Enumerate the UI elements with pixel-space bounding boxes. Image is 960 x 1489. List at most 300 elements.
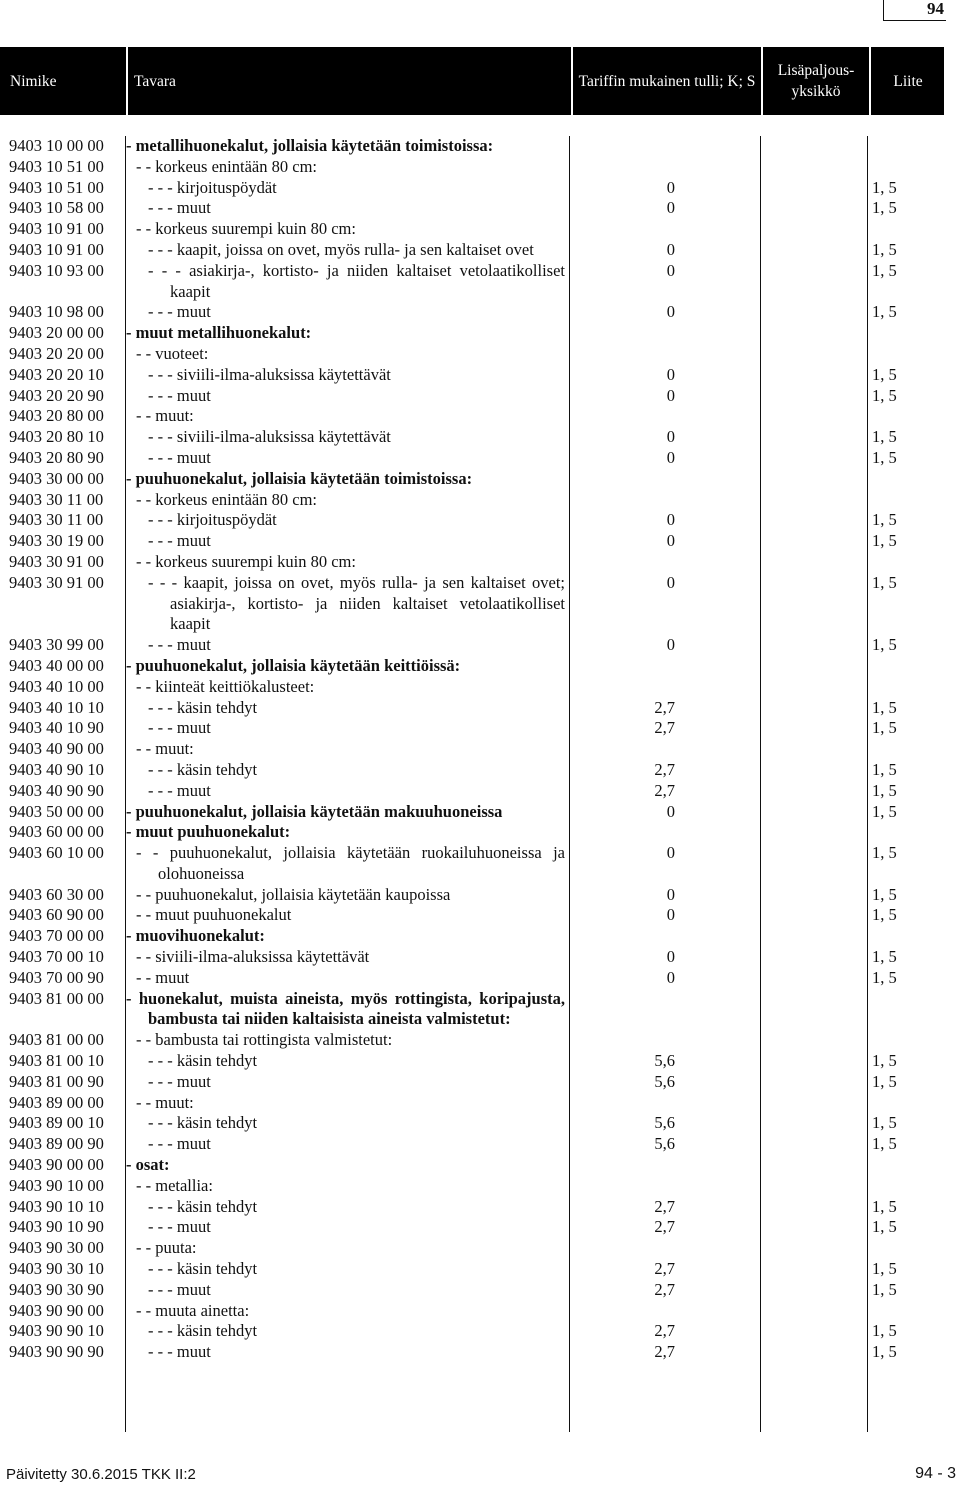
table-row [0,157,944,178]
supplementary-unit [759,427,866,448]
supplementary-unit [759,1113,866,1134]
supplementary-unit [759,552,866,573]
table-row [0,1155,944,1176]
appendix-ref [866,1301,944,1322]
header-divider [761,47,763,115]
supplementary-unit [759,302,866,323]
item-description: - - muut puuhuonekalut [136,905,292,925]
supplementary-unit [759,718,866,739]
item-description: - - - käsin tehdyt [148,759,258,779]
supplementary-unit [759,136,866,157]
item-description: - - - kaapit, joissa on ovet, myös rulla- ja sen kaltaiset ovet; asiakirja-, kortisto- ja niiden kaltaiset vetolaatikolliset kaapit [148,572,565,634]
tariff-rate: 0 [666,635,675,655]
table-row [0,198,944,219]
supplementary-unit [759,968,866,989]
item-description: - - - siviili-ilma-aluksissa käytettävät [148,364,391,384]
supplementary-unit [759,1134,866,1155]
supplementary-unit [759,905,866,926]
item-code: 9403 30 19 00 [9,531,104,551]
item-description: - - - muut [148,385,211,405]
item-code: 9403 10 91 00 [9,219,104,239]
item-description: - - vuoteet: [136,343,209,363]
item-description: - - - käsin tehdyt [148,1259,258,1279]
table-row [0,365,944,386]
table-row [0,386,944,407]
table-row [0,240,944,261]
table-row [0,739,944,760]
item-description: - - - muut [148,635,211,655]
table-row [0,1301,944,1322]
table-row [0,802,944,823]
appendix-ref: 1, 5 [872,1342,897,1362]
supplementary-unit [759,219,866,240]
supplementary-unit [759,739,866,760]
item-description: - - korkeus suurempi kuin 80 cm: [136,219,356,239]
appendix-ref [866,1238,944,1259]
tariff-rate: 0 [666,884,675,904]
tariff-rate [569,677,759,698]
item-code: 9403 70 00 10 [9,947,104,967]
supplementary-unit [759,1217,866,1238]
item-description: - - muut: [136,406,194,426]
supplementary-unit [759,1155,866,1176]
table-row [0,136,944,157]
item-description: - - siviili-ilma-aluksissa käytettävät [136,947,370,967]
table-row [0,219,944,240]
item-code: 9403 90 30 00 [9,1238,104,1258]
appendix-ref: 1, 5 [872,884,897,904]
item-code: 9403 60 30 00 [9,884,104,904]
item-code: 9403 20 80 00 [9,406,104,426]
tariff-rate [569,989,759,1031]
item-description: - - - asiakirja-, kortisto- ja niiden kaltaiset vetolaatikolliset kaapit [148,260,565,301]
appendix-ref [866,739,944,760]
tariff-rate: 0 [666,801,675,821]
supplementary-unit [759,1259,866,1280]
supplementary-unit [759,1030,866,1051]
table-row [0,1259,944,1280]
supplementary-unit [759,365,866,386]
item-description: - - puuhuonekalut, jollaisia käytetään ruokailuhuoneissa ja olohuoneissa [136,843,565,883]
tariff-rate: 0 [666,198,675,218]
supplementary-unit [759,1093,866,1114]
tariff-rate: 5,6 [654,1071,675,1091]
item-description: - - - käsin tehdyt [148,1321,258,1341]
item-description: - huonekalut, muista aineista, myös rottingista, koripajusta, bambusta tai niiden kaltaisista aineista valmistetut: [126,988,565,1029]
tariff-rate: 5,6 [654,1113,675,1133]
tariff-rate: 0 [666,447,675,467]
supplementary-unit [759,802,866,823]
appendix-ref: 1, 5 [872,198,897,218]
appendix-ref [866,344,944,365]
table-row [0,698,944,719]
item-code: 9403 90 90 90 [9,1342,104,1362]
supplementary-unit [759,1321,866,1342]
appendix-ref [866,1176,944,1197]
item-code: 9403 40 00 00 [9,655,104,675]
item-code: 9403 30 91 00 [9,551,104,571]
item-code: 9403 20 20 10 [9,364,104,384]
table-row [0,718,944,739]
supplementary-unit [759,822,866,843]
tariff-rate [569,323,759,344]
table-row [0,822,944,843]
item-code: 9403 81 00 10 [9,1051,104,1071]
item-description: - - - muut [148,1217,211,1237]
item-code: 9403 60 00 00 [9,822,104,842]
appendix-ref [866,406,944,427]
header-tariff: Tariffin mukainen tulli; K; S [578,72,756,90]
supplementary-unit [759,261,866,303]
appendix-ref [866,1030,944,1051]
table-row [0,323,944,344]
item-code: 9403 30 11 00 [9,489,104,509]
table-row [0,1030,944,1051]
item-code: 9403 60 90 00 [9,905,104,925]
item-description: - - - muut [148,198,211,218]
tariff-rate: 0 [666,302,675,322]
table-row [0,968,944,989]
appendix-ref: 1, 5 [872,1279,897,1299]
item-code: 9403 81 00 00 [9,988,104,1008]
appendix-ref: 1, 5 [872,780,897,800]
header-nimike: Nimike [10,72,57,90]
appendix-ref: 1, 5 [872,572,897,592]
tariff-rate: 2,7 [654,1259,675,1279]
item-description: - - metallia: [136,1175,213,1195]
appendix-ref: 1, 5 [872,967,897,987]
supplementary-unit [759,1301,866,1322]
item-description: - - - muut [148,718,211,738]
table-row [0,448,944,469]
supplementary-unit [759,510,866,531]
supplementary-unit [759,1342,866,1363]
tariff-rate [569,1238,759,1259]
table-row [0,1321,944,1342]
item-code: 9403 40 10 00 [9,676,104,696]
table-row [0,261,944,303]
tariff-rate: 0 [666,947,675,967]
supplementary-unit [759,490,866,511]
item-code: 9403 81 00 00 [9,1030,104,1050]
supplementary-unit [759,843,866,885]
item-description: - - - muut [148,780,211,800]
header-tavara: Tavara [134,72,176,90]
tariff-rate: 0 [666,510,675,530]
supplementary-unit [759,406,866,427]
supplementary-unit [759,573,866,635]
supplementary-unit [759,344,866,365]
item-code: 9403 90 10 00 [9,1175,104,1195]
tariff-rate: 0 [666,427,675,447]
item-description: - - muut [136,967,190,987]
item-description: - muut metallihuonekalut: [126,323,312,343]
appendix-ref: 1, 5 [872,177,897,197]
item-description: - - muut: [136,1092,194,1112]
item-code: 9403 40 10 10 [9,697,104,717]
appendix-ref: 1, 5 [872,239,897,259]
item-description: - - - muut [148,447,211,467]
item-description: - - - muut [148,1279,211,1299]
item-description: - puuhuonekalut, jollaisia käytetään keittiöissä: [126,655,461,675]
item-code: 9403 70 00 90 [9,967,104,987]
item-code: 9403 20 80 10 [9,427,104,447]
table-row [0,656,944,677]
page-number: 94 [883,0,946,21]
tariff-rate [569,822,759,843]
tariff-rate [569,1301,759,1322]
item-code: 9403 20 20 90 [9,385,104,405]
item-description: - osat: [126,1155,170,1175]
item-code: 9403 90 10 10 [9,1196,104,1216]
item-description: - - bambusta tai rottingista valmistetut: [136,1030,393,1050]
tariff-rate: 0 [666,905,675,925]
appendix-ref [866,136,944,157]
appendix-ref: 1, 5 [872,1321,897,1341]
supplementary-unit [759,781,866,802]
supplementary-unit [759,1238,866,1259]
tariff-rate: 2,7 [654,718,675,738]
supplementary-unit [759,448,866,469]
supplementary-unit [759,1051,866,1072]
supplementary-unit [759,1072,866,1093]
item-code: 9403 10 58 00 [9,198,104,218]
table-row [0,1238,944,1259]
appendix-ref: 1, 5 [872,1051,897,1071]
tariff-rate: 0 [666,239,675,259]
table-row [0,469,944,490]
appendix-ref: 1, 5 [872,843,897,863]
header-divider [869,47,871,115]
item-code: 9403 10 00 00 [9,136,104,155]
tariff-rate: 0 [666,260,675,280]
table-row [0,1113,944,1134]
item-code: 9403 90 30 10 [9,1259,104,1279]
appendix-ref [866,323,944,344]
item-description: - muut puuhuonekalut: [126,822,291,842]
item-description: - - - muut [148,1134,211,1154]
item-code: 9403 70 00 00 [9,926,104,946]
appendix-ref [866,219,944,240]
tariff-rate [569,926,759,947]
item-code: 9403 81 00 90 [9,1071,104,1091]
item-code: 9403 30 99 00 [9,635,104,655]
supplementary-unit [759,698,866,719]
supplementary-unit [759,989,866,1031]
appendix-ref: 1, 5 [872,531,897,551]
supplementary-unit [759,323,866,344]
table-row [0,905,944,926]
appendix-ref [866,677,944,698]
tariff-rate: 2,7 [654,697,675,717]
appendix-ref [866,989,944,1031]
tariff-table-body [0,136,944,1363]
supplementary-unit [759,1176,866,1197]
appendix-ref: 1, 5 [872,427,897,447]
item-description: - puuhuonekalut, jollaisia käytetään makuuhuoneissa [126,801,503,821]
supplementary-unit [759,386,866,407]
item-code: 9403 30 00 00 [9,468,104,488]
table-row [0,635,944,656]
table-row [0,573,944,635]
appendix-ref: 1, 5 [872,759,897,779]
table-row [0,552,944,573]
item-description: - - - muut [148,531,211,551]
header-divider [126,47,128,115]
tariff-rate [569,219,759,240]
tariff-rate [569,490,759,511]
table-row [0,760,944,781]
item-description: - - - käsin tehdyt [148,1113,258,1133]
tariff-rate [569,1030,759,1051]
table-row [0,1342,944,1363]
tariff-rate [569,1093,759,1114]
supplementary-unit [759,947,866,968]
item-code: 9403 20 20 00 [9,343,104,363]
supplementary-unit [759,178,866,199]
item-code: 9403 90 00 00 [9,1155,104,1175]
table-row [0,885,944,906]
tariff-rate: 5,6 [654,1051,675,1071]
item-description: - - muuta ainetta: [136,1300,250,1320]
tariff-rate: 2,7 [654,1321,675,1341]
appendix-ref [866,490,944,511]
item-code: 9403 10 93 00 [9,260,104,280]
supplementary-unit [759,926,866,947]
appendix-ref [866,656,944,677]
supplementary-unit [759,656,866,677]
item-description: - - - kaapit, joissa on ovet, myös rulla- ja sen kaltaiset ovet [148,239,534,259]
item-code: 9403 40 90 90 [9,780,104,800]
item-description: - - - siviili-ilma-aluksissa käytettävät [148,427,391,447]
item-code: 9403 40 90 00 [9,739,104,759]
table-row [0,178,944,199]
item-description: - - - muut [148,1071,211,1091]
tariff-rate [569,1176,759,1197]
tariff-rate: 5,6 [654,1134,675,1154]
tariff-rate [569,469,759,490]
item-description: - - - käsin tehdyt [148,697,258,717]
tariff-rate [569,157,759,178]
page-ref: 94 - 3 [915,1465,956,1482]
table-row [0,1217,944,1238]
item-code: 9403 40 10 90 [9,718,104,738]
updated-note: Päivitetty 30.6.2015 TKK II:2 [6,1466,196,1483]
item-code: 9403 20 00 00 [9,323,104,343]
table-row [0,531,944,552]
table-row [0,1176,944,1197]
supplementary-unit [759,469,866,490]
supplementary-unit [759,1280,866,1301]
item-description: - - - muut [148,302,211,322]
item-code: 9403 90 90 10 [9,1321,104,1341]
table-row [0,1093,944,1114]
appendix-ref: 1, 5 [872,1113,897,1133]
tariff-rate: 0 [666,531,675,551]
appendix-ref [866,926,944,947]
appendix-ref: 1, 5 [872,718,897,738]
item-description: - - puuhuonekalut, jollaisia käytetään kaupoissa [136,884,451,904]
supplementary-unit [759,157,866,178]
tariff-rate [569,1155,759,1176]
item-code: 9403 20 80 90 [9,447,104,467]
table-row [0,1051,944,1072]
appendix-ref: 1, 5 [872,1196,897,1216]
table-row [0,1134,944,1155]
supplementary-unit [759,677,866,698]
item-description: - - - muut [148,1342,211,1362]
item-description: - puuhuonekalut, jollaisia käytetään toimistoissa: [126,468,473,488]
tariff-rate [569,656,759,677]
appendix-ref [866,157,944,178]
item-description: - - - kirjoituspöydät [148,177,277,197]
item-code: 9403 10 51 00 [9,177,104,197]
tariff-rate: 0 [666,572,675,592]
item-code: 9403 10 51 00 [9,156,104,176]
tariff-rate: 0 [666,385,675,405]
tariff-rate: 0 [666,967,675,987]
item-code: 9403 40 90 10 [9,759,104,779]
appendix-ref: 1, 5 [872,635,897,655]
item-code: 9403 10 98 00 [9,302,104,322]
item-description: - - korkeus enintään 80 cm: [136,489,317,509]
supplementary-unit [759,198,866,219]
tariff-rate [569,344,759,365]
table-row [0,1280,944,1301]
appendix-ref: 1, 5 [872,364,897,384]
item-description: - - kiinteät keittiökalusteet: [136,676,315,696]
tariff-rate: 2,7 [654,1217,675,1237]
appendix-ref: 1, 5 [872,302,897,322]
table-row [0,677,944,698]
table-row [0,926,944,947]
table-row [0,490,944,511]
item-code: 9403 50 00 00 [9,801,104,821]
tariff-rate [569,739,759,760]
item-description: - - puuta: [136,1238,197,1258]
appendix-ref: 1, 5 [872,1259,897,1279]
tariff-rate: 0 [666,843,675,863]
appendix-ref: 1, 5 [872,905,897,925]
item-description: - - korkeus suurempi kuin 80 cm: [136,551,356,571]
appendix-ref: 1, 5 [872,697,897,717]
item-code: 9403 90 10 90 [9,1217,104,1237]
appendix-ref: 1, 5 [872,260,897,280]
appendix-ref [866,1155,944,1176]
item-code: 9403 30 91 00 [9,572,104,592]
appendix-ref: 1, 5 [872,1071,897,1091]
tariff-rate [569,136,759,157]
table-row [0,947,944,968]
supplementary-unit [759,240,866,261]
appendix-ref [866,552,944,573]
supplementary-unit [759,885,866,906]
appendix-ref: 1, 5 [872,447,897,467]
item-description: - - muut: [136,739,194,759]
item-description: - - - kirjoituspöydät [148,510,277,530]
tariff-rate: 0 [666,364,675,384]
header-unit: Lisäpaljous-yksikkö [777,62,855,100]
table-row [0,302,944,323]
tariff-rate: 2,7 [654,780,675,800]
item-code: 9403 30 11 00 [9,510,104,530]
table-row [0,781,944,802]
appendix-ref: 1, 5 [872,947,897,967]
appendix-ref [866,822,944,843]
tariff-rate: 2,7 [654,1342,675,1362]
tariff-rate: 2,7 [654,1196,675,1216]
tariff-rate [569,552,759,573]
